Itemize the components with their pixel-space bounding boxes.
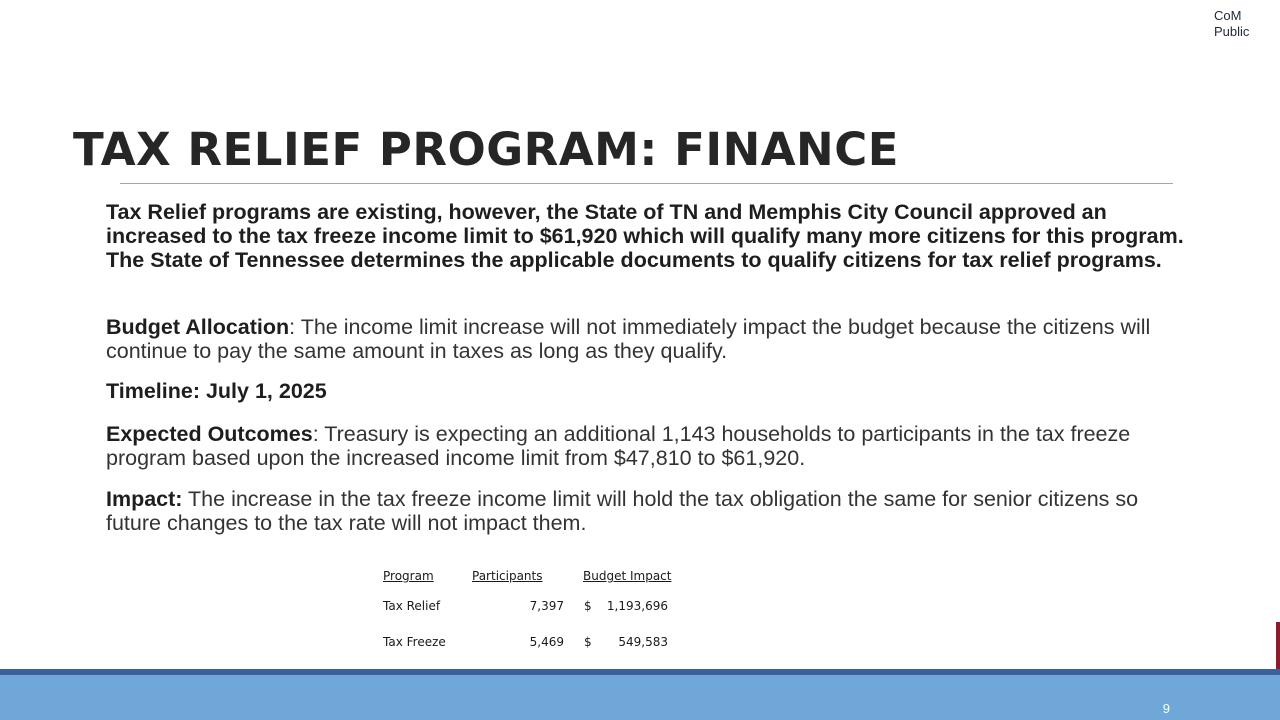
footer-bar [0, 669, 1280, 720]
currency-symbol: $ [584, 599, 592, 613]
cell-program: Tax Relief [383, 599, 441, 613]
expected-outcomes-label: Expected Outcomes [106, 422, 313, 446]
cell-program: Tax Freeze [383, 635, 446, 649]
currency-symbol: $ [584, 635, 592, 649]
budget-allocation-text: : The income limit increase will not immediately impact the budget because the citizens will continue to pay the same amount in taxes as long as they qualify. [106, 315, 1151, 363]
budget-allocation-label: Budget Allocation [106, 315, 290, 339]
table-header-row [378, 564, 693, 588]
budget-allocation-paragraph [106, 315, 1186, 363]
impact-label: Impact: [106, 487, 183, 511]
slide-title: TAX RELIEF PROGRAM: FINANCE [73, 123, 899, 176]
cell-budget-impact [564, 624, 693, 660]
table-row [378, 588, 693, 624]
classification-line-1: CoM [1214, 8, 1242, 23]
header-participants: Participants [472, 569, 543, 583]
table-row [378, 624, 693, 660]
budget-amount: 1,193,696 [606, 599, 668, 613]
expected-outcomes-text: : Treasury is expecting an additional 1,143 households to participants in the tax freeze program based upon the increased income limit from $47,810 to $61,920. [106, 422, 1131, 470]
cell-participants: 5,469 [529, 635, 564, 649]
accent-bar [1276, 622, 1280, 672]
expected-outcomes-paragraph [106, 422, 1186, 470]
impact-paragraph [106, 487, 1186, 535]
program-budget-table [378, 564, 693, 660]
intro-paragraph: Tax Relief programs are existing, however, the State of TN and Memphis City Council approved an increased to the tax freeze income limit to $61,920 which will qualify many more citizens for this program. The State of Tennessee determines the applicable documents to qualify citizens for tax relief programs. [106, 200, 1184, 272]
timeline-paragraph: Timeline: July 1, 2025 [106, 379, 327, 403]
impact-text: The increase in the tax freeze income limit will hold the tax obligation the same for senior citizens so future changes to the tax rate will not impact them. [106, 487, 1139, 535]
cell-participants: 7,397 [529, 599, 564, 613]
title-divider [120, 183, 1173, 184]
header-budget-impact: Budget Impact [583, 569, 672, 583]
classification-label [1214, 8, 1249, 40]
header-program: Program [383, 569, 434, 583]
budget-amount: 549,583 [618, 635, 668, 649]
classification-line-2: Public [1214, 24, 1250, 39]
page-number: 9 [1162, 701, 1170, 716]
cell-budget-impact [564, 588, 693, 624]
